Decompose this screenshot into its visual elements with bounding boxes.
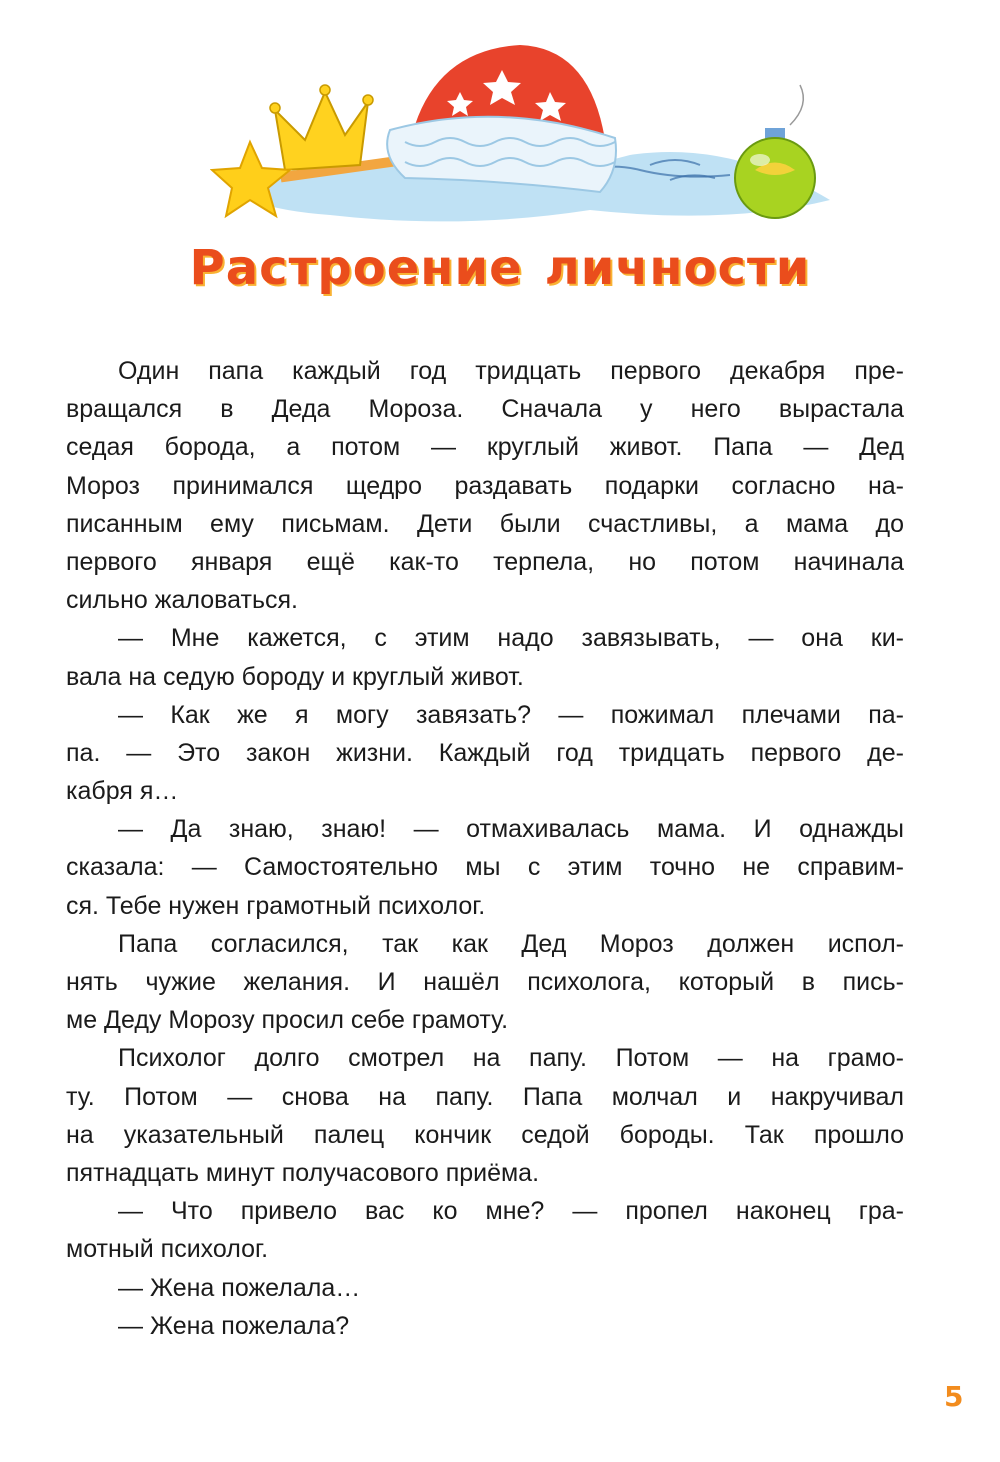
text-line: седая борода, а потом — круглый живот. Папа — Дед	[66, 433, 904, 462]
page-number: 5	[944, 1380, 964, 1413]
title-word-1: Растроение	[189, 240, 523, 296]
text-line: нять чужие желания. И нашёл психолога, который в пись-	[66, 968, 904, 996]
title-word-2: личности	[544, 240, 811, 296]
text-line: пятнадцать минут получасового приёма.	[66, 1158, 540, 1187]
text-line: на указательный палец кончик седой бороды. Так прошло	[66, 1120, 904, 1149]
text-line: вращался в Деда Мороза. Сначала у него вырастала	[66, 395, 904, 424]
text-line: ся. Тебе нужен грамотный психолог.	[66, 891, 486, 920]
text-line: Психолог долго смотрел на папу. Потом — на грамо-	[118, 1044, 904, 1073]
text-line: Один папа каждый год тридцать первого декабря пре-	[118, 357, 904, 385]
text-line: Мороз принимался щедро раздавать подарки согласно на-	[66, 471, 904, 500]
text-line: писанным ему письмам. Дети были счастливы, а мама до	[66, 509, 904, 538]
text-line: сказала: — Самостоятельно мы с этим точно не справим-	[66, 853, 904, 882]
christmas-ornament-icon	[735, 85, 815, 218]
crown-icon	[270, 85, 373, 170]
text-line: первого января ещё как-то терпела, но потом начинала	[66, 547, 904, 576]
text-line: — Да знаю, знаю! — отмахивалась мама. И однажды	[118, 815, 904, 844]
text-line: — Что привело вас ко мне? — пропел наконец гра-	[118, 1197, 904, 1226]
text-line: ме Деду Морозу просил себе грамоту.	[66, 1006, 509, 1035]
story-text	[66, 352, 904, 1345]
santa-hat-icon	[387, 45, 616, 192]
text-line: кабря я…	[66, 777, 179, 806]
text-line: Папа согласился, так как Дед Мороз должен испол-	[118, 929, 904, 958]
text-line: — Мне кажется, с этим надо завязывать, — она ки-	[118, 624, 904, 653]
text-line: сильно жаловаться.	[66, 586, 298, 615]
text-line: вала на седую бороду и круглый живот.	[66, 662, 524, 691]
text-line: — Жена пожелала?	[118, 1311, 350, 1340]
text-line: ту. Потом — снова на папу. Папа молчал и накручивал	[66, 1082, 904, 1111]
text-line: — Жена пожелала…	[118, 1273, 361, 1302]
header-illustration	[210, 30, 850, 230]
text-line: мотный психолог.	[66, 1235, 269, 1264]
text-line: па. — Это закон жизни. Каждый год тридцать первого де-	[66, 738, 904, 767]
text-line: — Как же я могу завязать? — пожимал плечами па-	[118, 700, 904, 729]
page-title	[0, 240, 1000, 296]
